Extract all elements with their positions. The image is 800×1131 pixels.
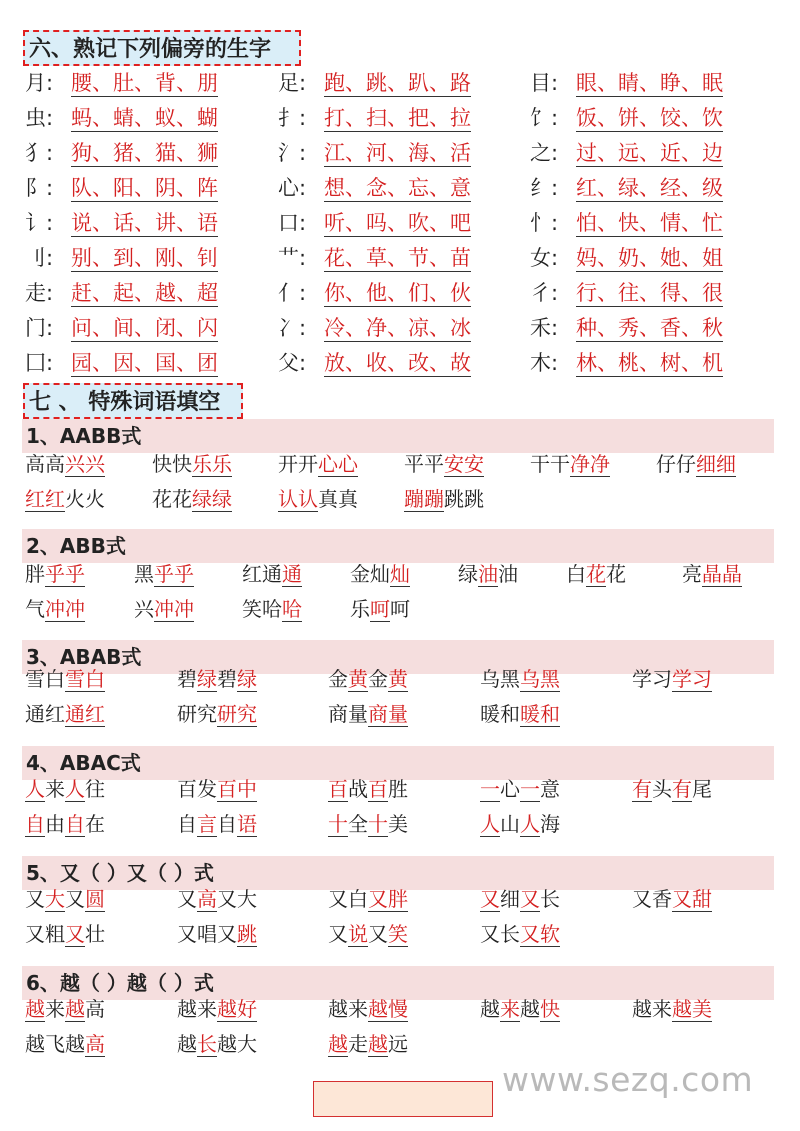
word-item (480, 884, 560, 914)
given-text: 雪白 (25, 667, 65, 691)
given-text: 越 (177, 1032, 197, 1056)
given-text: 头 (652, 777, 672, 801)
filled-answer: 呵 (370, 597, 390, 621)
radical-entry (278, 68, 471, 98)
given-text: 又香 (632, 887, 672, 911)
given-text: 越 (520, 997, 540, 1021)
word-item (25, 449, 105, 479)
radical-label: 月: (25, 71, 54, 95)
given-text: 气 (25, 597, 45, 621)
radical-entry (530, 138, 723, 168)
radical-label: 阝: (25, 176, 54, 200)
given-text: 黑 (134, 562, 154, 586)
word-item (25, 1029, 105, 1059)
filled-answer: 细细 (696, 452, 736, 476)
filled-answer: 哈 (282, 597, 302, 621)
radical-characters: 腰、肚、背、朋 (71, 71, 218, 95)
filled-answer: 雪白 (65, 667, 105, 691)
given-text: 研究 (177, 702, 217, 726)
filled-answer: 言 (197, 812, 217, 836)
given-text: 胖 (25, 562, 45, 586)
radical-label: 口: (278, 211, 307, 235)
filled-answer: 心心 (318, 452, 358, 476)
word-item (328, 919, 408, 949)
radical-label: 氵: (278, 141, 307, 165)
given-text: 红通 (242, 562, 282, 586)
radical-label: 心: (278, 176, 307, 200)
word-item (328, 664, 408, 694)
word-item (682, 559, 742, 589)
filled-answer: 大 (45, 887, 65, 911)
given-text: 金灿 (350, 562, 390, 586)
word-item (278, 484, 358, 514)
filled-answer: 净净 (570, 452, 610, 476)
given-text: 越来 (177, 997, 217, 1021)
radical-characters: 怕、快、情、忙 (576, 211, 723, 235)
given-text: 又 (25, 887, 45, 911)
given-text: 学习 (632, 667, 672, 691)
filled-answer: 乌黑 (520, 667, 560, 691)
word-item (328, 774, 408, 804)
given-text: 百发 (177, 777, 217, 801)
given-text: 高高 (25, 452, 65, 476)
radical-characters: 赶、起、越、超 (71, 281, 218, 305)
radical-label: 彳: (530, 281, 559, 305)
radical-characters: 跑、跳、趴、路 (324, 71, 471, 95)
filled-answer: 越 (328, 1032, 348, 1056)
word-item (328, 884, 408, 914)
radical-entry (25, 243, 218, 273)
given-text: 又 (177, 887, 197, 911)
filled-answer: 学习 (672, 667, 712, 691)
word-item (152, 484, 232, 514)
word-item (177, 1029, 257, 1059)
radical-label: 足: (278, 71, 307, 95)
word-item (25, 809, 105, 839)
group-header: 5、又（ ）又（ ）式 (22, 856, 774, 890)
given-text: 又大 (217, 887, 257, 911)
radical-characters: 花、草、节、苗 (324, 246, 471, 270)
radical-label: 虫: (25, 106, 54, 130)
given-text: 又 (328, 922, 348, 946)
group-header: 4、ABAC式 (22, 746, 774, 780)
given-text: 笑哈 (242, 597, 282, 621)
word-item (632, 774, 712, 804)
filled-answer: 一 (480, 777, 500, 801)
given-text: 走 (348, 1032, 368, 1056)
radical-entry (25, 348, 218, 378)
given-text: 意 (540, 777, 560, 801)
given-text: 金 (328, 667, 348, 691)
given-text: 自 (217, 812, 237, 836)
radical-entry (530, 243, 723, 273)
radical-characters: 狗、猪、猫、狮 (71, 141, 218, 165)
radical-entry (530, 348, 723, 378)
given-text: 在 (85, 812, 105, 836)
given-text: 来 (45, 997, 65, 1021)
radical-label: 扌: (278, 106, 307, 130)
word-item (328, 809, 408, 839)
word-item (242, 594, 302, 624)
radical-characters: 问、间、闭、闪 (71, 316, 218, 340)
radical-entry (25, 208, 218, 238)
given-text: 乌黑 (480, 667, 520, 691)
radical-entry (530, 208, 723, 238)
filled-answer: 通 (282, 562, 302, 586)
radical-characters: 放、收、改、故 (324, 351, 471, 375)
given-text: 花花 (152, 487, 192, 511)
given-text: 又白 (328, 887, 368, 911)
filled-answer: 绿绿 (192, 487, 232, 511)
word-item (25, 994, 105, 1024)
filled-answer: 兴兴 (65, 452, 105, 476)
word-item (25, 919, 105, 949)
radical-characters: 队、阳、阴、阵 (71, 176, 218, 200)
radical-characters: 蚂、蜻、蚁、蝴 (71, 106, 218, 130)
given-text: 山 (500, 812, 520, 836)
word-item (530, 449, 610, 479)
filled-answer: 晶晶 (702, 562, 742, 586)
given-text: 壮 (85, 922, 105, 946)
word-item (328, 699, 408, 729)
radical-label: 禾: (530, 316, 559, 340)
filled-answer: 黄 (388, 667, 408, 691)
filled-answer: 自 (25, 812, 45, 836)
word-item (458, 559, 518, 589)
given-text: 亮 (682, 562, 702, 586)
filled-answer: 通红 (65, 702, 105, 726)
word-item (177, 664, 257, 694)
radical-characters: 江、河、海、活 (324, 141, 471, 165)
given-text: 由 (45, 812, 65, 836)
filled-answer: 跳 (237, 922, 257, 946)
radical-label: 囗: (25, 351, 54, 375)
filled-answer: 灿 (390, 562, 410, 586)
filled-answer: 十 (368, 812, 388, 836)
filled-answer: 越 (368, 1032, 388, 1056)
given-text: 越飞越 (25, 1032, 85, 1056)
radical-label: 艹: (278, 246, 307, 270)
filled-answer: 花 (586, 562, 606, 586)
radical-label: 讠: (25, 211, 54, 235)
word-item (134, 594, 194, 624)
word-item (177, 884, 257, 914)
radical-entry (25, 138, 218, 168)
radical-entry (530, 313, 723, 343)
word-item (480, 994, 560, 1024)
radical-entry (25, 173, 218, 203)
filled-answer: 研究 (217, 702, 257, 726)
filled-answer: 又 (520, 887, 540, 911)
word-item (25, 594, 85, 624)
radical-entry (530, 278, 723, 308)
filled-answer: 十 (328, 812, 348, 836)
given-text: 心 (500, 777, 520, 801)
given-text: 来 (45, 777, 65, 801)
word-item (632, 664, 712, 694)
radical-characters: 打、扫、把、拉 (324, 106, 471, 130)
word-item (480, 774, 560, 804)
radical-characters: 冷、净、凉、冰 (324, 316, 471, 340)
filled-answer: 绿 (237, 667, 257, 691)
radical-characters: 你、他、们、伙 (324, 281, 471, 305)
given-text: 越来 (632, 997, 672, 1021)
given-text: 远 (388, 1032, 408, 1056)
word-item (25, 664, 105, 694)
filled-answer: 越好 (217, 997, 257, 1021)
given-text: 跳跳 (444, 487, 484, 511)
radical-characters: 红、绿、经、级 (576, 176, 723, 200)
radical-label: 冫: (278, 316, 307, 340)
given-text: 绿 (458, 562, 478, 586)
given-text: 商量 (328, 702, 368, 726)
given-text: 又长 (480, 922, 520, 946)
word-item (404, 449, 484, 479)
given-text: 又唱又 (177, 922, 237, 946)
filled-answer: 人 (480, 812, 500, 836)
given-text: 开开 (278, 452, 318, 476)
filled-answer: 高 (85, 1032, 105, 1056)
given-text: 碧 (177, 667, 197, 691)
filled-answer: 百 (368, 777, 388, 801)
word-item (328, 994, 408, 1024)
word-item (278, 449, 358, 479)
given-text: 战 (348, 777, 368, 801)
given-text: 真真 (318, 487, 358, 511)
filled-answer: 认认 (278, 487, 318, 511)
filled-answer: 越美 (672, 997, 712, 1021)
filled-answer: 越慢 (368, 997, 408, 1021)
radical-characters: 种、秀、香、秋 (576, 316, 723, 340)
word-item (656, 449, 736, 479)
radical-label: 女: (530, 246, 559, 270)
radical-characters: 别、到、刚、钊 (71, 246, 218, 270)
filled-answer: 乎乎 (45, 562, 85, 586)
filled-answer: 冲冲 (154, 597, 194, 621)
radical-characters: 妈、奶、她、姐 (576, 246, 723, 270)
radical-characters: 眼、睛、睁、眠 (576, 71, 723, 95)
radical-characters: 饭、饼、饺、饮 (576, 106, 723, 130)
radical-characters: 行、往、得、很 (576, 281, 723, 305)
radical-characters: 园、因、国、团 (71, 351, 218, 375)
given-text: 自 (177, 812, 197, 836)
filled-answer: 自 (65, 812, 85, 836)
given-text: 往 (85, 777, 105, 801)
radical-label: 走: (25, 281, 54, 305)
radical-label: 父: (278, 351, 307, 375)
word-item (25, 699, 105, 729)
radical-entry (530, 68, 723, 98)
given-text: 全 (348, 812, 368, 836)
given-text: 兴 (134, 597, 154, 621)
filled-answer: 商量 (368, 702, 408, 726)
radical-label: 木: (530, 351, 559, 375)
word-item (177, 919, 257, 949)
given-text: 快快 (152, 452, 192, 476)
word-item (177, 774, 257, 804)
word-item (152, 449, 232, 479)
word-item (177, 699, 257, 729)
filled-answer: 有 (632, 777, 652, 801)
word-item (25, 484, 105, 514)
given-text: 胜 (388, 777, 408, 801)
radical-entry (25, 68, 218, 98)
filled-answer: 有 (672, 777, 692, 801)
filled-answer: 黄 (348, 667, 368, 691)
given-text: 通红 (25, 702, 65, 726)
given-text: 乐 (350, 597, 370, 621)
filled-answer: 又 (480, 887, 500, 911)
group-header: 3、ABAB式 (22, 640, 774, 674)
filled-answer: 红红 (25, 487, 65, 511)
radical-entry (278, 138, 471, 168)
filled-answer: 百中 (217, 777, 257, 801)
group-header: 2、ABB式 (22, 529, 774, 563)
given-text: 火火 (65, 487, 105, 511)
filled-answer: 说 (348, 922, 368, 946)
given-text: 暖和 (480, 702, 520, 726)
word-item (134, 559, 194, 589)
filled-answer: 快 (540, 997, 560, 1021)
given-text: 金 (368, 667, 388, 691)
filled-answer: 又甜 (672, 887, 712, 911)
radical-entry (25, 103, 218, 133)
radical-label: 犭: (25, 141, 54, 165)
word-item (350, 594, 410, 624)
given-text: 又 (368, 922, 388, 946)
filled-answer: 人 (520, 812, 540, 836)
filled-answer: 圆 (85, 887, 105, 911)
given-text: 白 (566, 562, 586, 586)
filled-answer: 人 (65, 777, 85, 801)
word-item (242, 559, 302, 589)
radical-label: 饣: (530, 106, 559, 130)
filled-answer: 语 (237, 812, 257, 836)
filled-answer: 越 (65, 997, 85, 1021)
given-text: 仔仔 (656, 452, 696, 476)
filled-answer: 来 (500, 997, 520, 1021)
radical-label: 忄: (530, 211, 559, 235)
given-text: 平平 (404, 452, 444, 476)
filled-answer: 油 (478, 562, 498, 586)
radical-entry (278, 208, 471, 238)
radical-label: 门: (25, 316, 54, 340)
given-text: 又 (65, 887, 85, 911)
footer-box (313, 1081, 493, 1117)
radical-entry (278, 103, 471, 133)
radical-label: 纟: (530, 176, 559, 200)
word-item (350, 559, 410, 589)
radical-entry (278, 348, 471, 378)
filled-answer: 安安 (444, 452, 484, 476)
filled-answer: 又软 (520, 922, 560, 946)
given-text: 碧 (217, 667, 237, 691)
word-item (25, 774, 105, 804)
radical-label: 亻: (278, 281, 307, 305)
given-text: 尾 (692, 777, 712, 801)
filled-answer: 又 (65, 922, 85, 946)
filled-answer: 绿 (197, 667, 217, 691)
radical-characters: 林、桃、树、机 (576, 351, 723, 375)
radical-entry (25, 313, 218, 343)
given-text: 干干 (530, 452, 570, 476)
radical-label: 之: (530, 141, 559, 165)
given-text: 长 (540, 887, 560, 911)
radical-label: 目: (530, 71, 559, 95)
filled-answer: 一 (520, 777, 540, 801)
filled-answer: 冲冲 (45, 597, 85, 621)
group-header: 6、越（ ）越（ ）式 (22, 966, 774, 1000)
given-text: 又粗 (25, 922, 65, 946)
filled-answer: 人 (25, 777, 45, 801)
word-item (480, 664, 560, 694)
word-item (25, 559, 85, 589)
given-text: 细 (500, 887, 520, 911)
given-text: 呵 (390, 597, 410, 621)
radical-entry (530, 173, 723, 203)
word-item (480, 919, 560, 949)
radical-entry (278, 243, 471, 273)
radical-label: 刂: (25, 246, 54, 270)
filled-answer: 越 (25, 997, 45, 1021)
filled-answer: 高 (197, 887, 217, 911)
radical-characters: 说、话、讲、语 (71, 211, 218, 235)
filled-answer: 笑 (388, 922, 408, 946)
word-item (404, 484, 484, 514)
word-item (480, 809, 560, 839)
radical-characters: 听、吗、吹、吧 (324, 211, 471, 235)
group-header: 1、AABB式 (22, 419, 774, 453)
word-item (177, 809, 257, 839)
filled-answer: 百 (328, 777, 348, 801)
section-6-title: 六、熟记下列偏旁的生字 (23, 30, 301, 66)
filled-answer: 乐乐 (192, 452, 232, 476)
given-text: 越来 (328, 997, 368, 1021)
radical-entry (278, 173, 471, 203)
word-item (328, 1029, 408, 1059)
radical-entry (25, 278, 218, 308)
given-text: 高 (85, 997, 105, 1021)
word-item (632, 994, 712, 1024)
filled-answer: 蹦蹦 (404, 487, 444, 511)
given-text: 越 (480, 997, 500, 1021)
filled-answer: 乎乎 (154, 562, 194, 586)
filled-answer: 又胖 (368, 887, 408, 911)
word-item (177, 994, 257, 1024)
given-text: 美 (388, 812, 408, 836)
word-item (566, 559, 626, 589)
section-7-title: 七 、 特殊词语填空 (23, 383, 243, 419)
radical-characters: 想、念、忘、意 (324, 176, 471, 200)
watermark-text: www.sezq.com (502, 1060, 754, 1099)
radical-characters: 过、远、近、边 (576, 141, 723, 165)
radical-entry (278, 313, 471, 343)
word-item (480, 699, 560, 729)
filled-answer: 暖和 (520, 702, 560, 726)
given-text: 花 (606, 562, 626, 586)
filled-answer: 长 (197, 1032, 217, 1056)
radical-entry (530, 103, 723, 133)
given-text: 油 (498, 562, 518, 586)
radical-entry (278, 278, 471, 308)
word-item (632, 884, 712, 914)
given-text: 海 (540, 812, 560, 836)
word-item (25, 884, 105, 914)
given-text: 越大 (217, 1032, 257, 1056)
